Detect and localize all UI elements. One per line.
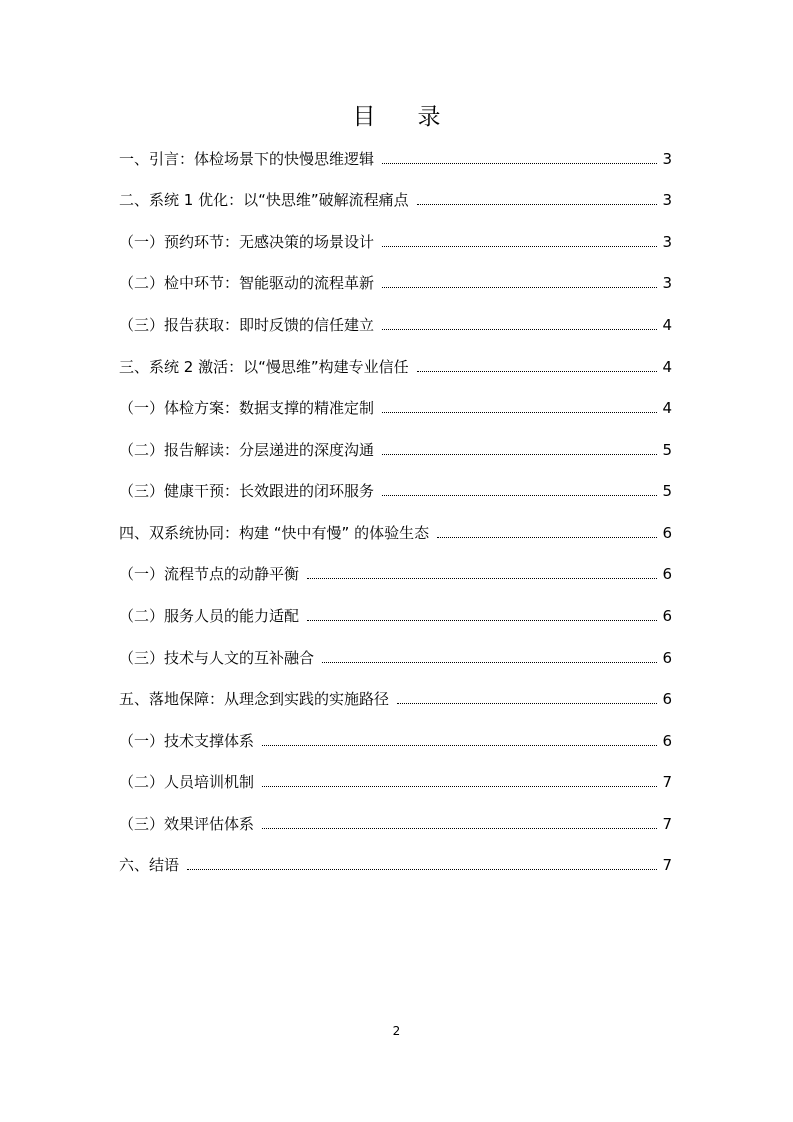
toc-entry-text: （三）技术与人文的互补融合 xyxy=(119,649,315,667)
toc-page-number: 5 xyxy=(662,482,672,500)
toc-leader-dots xyxy=(417,204,657,205)
toc-page-number: 6 xyxy=(662,690,672,708)
toc-entry[interactable] xyxy=(119,439,672,461)
toc-leader-dots xyxy=(307,620,657,621)
toc-entry-text: （三）健康干预：长效跟进的闭环服务 xyxy=(119,482,375,500)
toc-leader-dots xyxy=(382,495,657,496)
toc-entry-text: 三、系统 2 激活：以“慢思维”构建专业信任 xyxy=(119,358,409,376)
toc-page-number: 7 xyxy=(662,815,672,833)
toc-page-number: 7 xyxy=(662,773,672,791)
toc-leader-dots xyxy=(382,329,657,330)
toc-entry-text: （二）服务人员的能力适配 xyxy=(119,607,300,625)
toc-entry[interactable] xyxy=(119,688,672,710)
toc-entry[interactable] xyxy=(119,148,672,170)
toc-entry[interactable] xyxy=(119,605,672,627)
toc-entry-text: 六、结语 xyxy=(119,856,180,874)
toc-page-number: 3 xyxy=(662,233,672,251)
toc-entry[interactable] xyxy=(119,231,672,253)
toc-entry[interactable] xyxy=(119,397,672,419)
toc-leader-dots xyxy=(437,537,657,538)
toc-entry[interactable] xyxy=(119,771,672,793)
toc-page-number: 6 xyxy=(662,607,672,625)
toc-page-number: 7 xyxy=(662,856,672,874)
toc-entry[interactable] xyxy=(119,854,672,876)
toc-entry-text: （二）检中环节：智能驱动的流程革新 xyxy=(119,274,375,292)
toc-entry-text: （一）体检方案：数据支撑的精准定制 xyxy=(119,399,375,417)
toc-entry-text: （三）报告获取：即时反馈的信任建立 xyxy=(119,316,375,334)
toc-entry[interactable] xyxy=(119,189,672,211)
toc-leader-dots xyxy=(382,163,657,164)
toc-entry-text: （一）预约环节：无感决策的场景设计 xyxy=(119,233,375,251)
toc-entry[interactable] xyxy=(119,730,672,752)
toc-leader-dots xyxy=(382,287,657,288)
toc-leader-dots xyxy=(187,869,657,870)
toc-entry[interactable] xyxy=(119,563,672,585)
toc-page-number: 3 xyxy=(662,274,672,292)
toc-leader-dots xyxy=(322,662,657,663)
toc-entry-text: （三）效果评估体系 xyxy=(119,815,255,833)
toc-heading-char-2: 录 xyxy=(417,104,441,130)
toc-leader-dots xyxy=(382,412,657,413)
toc-page-number: 5 xyxy=(662,441,672,459)
toc-entry-text: （二）人员培训机制 xyxy=(119,773,255,791)
toc-leader-dots xyxy=(382,454,657,455)
toc-page-number: 6 xyxy=(662,732,672,750)
toc-leader-dots xyxy=(307,578,657,579)
toc-entry-text: （二）报告解读：分层递进的深度沟通 xyxy=(119,441,375,459)
toc-leader-dots xyxy=(382,246,657,247)
toc-entry[interactable] xyxy=(119,272,672,294)
toc-entry-text: 二、系统 1 优化：以“快思维”破解流程痛点 xyxy=(119,191,409,209)
toc-entry[interactable] xyxy=(119,480,672,502)
toc-entry-text: 一、引言：体检场景下的快慢思维逻辑 xyxy=(119,150,375,168)
toc-entry-text: （一）技术支撑体系 xyxy=(119,732,255,750)
toc-entry[interactable] xyxy=(119,647,672,669)
toc-page-number: 6 xyxy=(662,524,672,542)
toc-page-number: 4 xyxy=(662,358,672,376)
toc-page-number: 3 xyxy=(662,150,672,168)
toc-page-number: 4 xyxy=(662,399,672,417)
toc-leader-dots xyxy=(397,703,657,704)
toc-page-number: 3 xyxy=(662,191,672,209)
toc-leader-dots xyxy=(262,786,657,787)
toc-page-number: 4 xyxy=(662,316,672,334)
toc-entry-text: （一）流程节点的动静平衡 xyxy=(119,565,300,583)
toc-leader-dots xyxy=(262,828,657,829)
toc-entry[interactable] xyxy=(119,522,672,544)
toc-page-number: 6 xyxy=(662,565,672,583)
toc-leader-dots xyxy=(262,745,657,746)
toc-heading-char-1: 目 xyxy=(352,104,376,130)
toc-entry[interactable] xyxy=(119,356,672,378)
toc-page-number: 6 xyxy=(662,649,672,667)
page-number: 2 xyxy=(392,1024,401,1038)
toc-entry-text: 五、落地保障：从理念到实践的实施路径 xyxy=(119,690,390,708)
toc-entry-text: 四、双系统协同：构建 “快中有慢” 的体验生态 xyxy=(119,524,430,542)
toc-entry[interactable] xyxy=(119,314,672,336)
toc-entry[interactable] xyxy=(119,813,672,835)
toc-leader-dots xyxy=(417,371,657,372)
